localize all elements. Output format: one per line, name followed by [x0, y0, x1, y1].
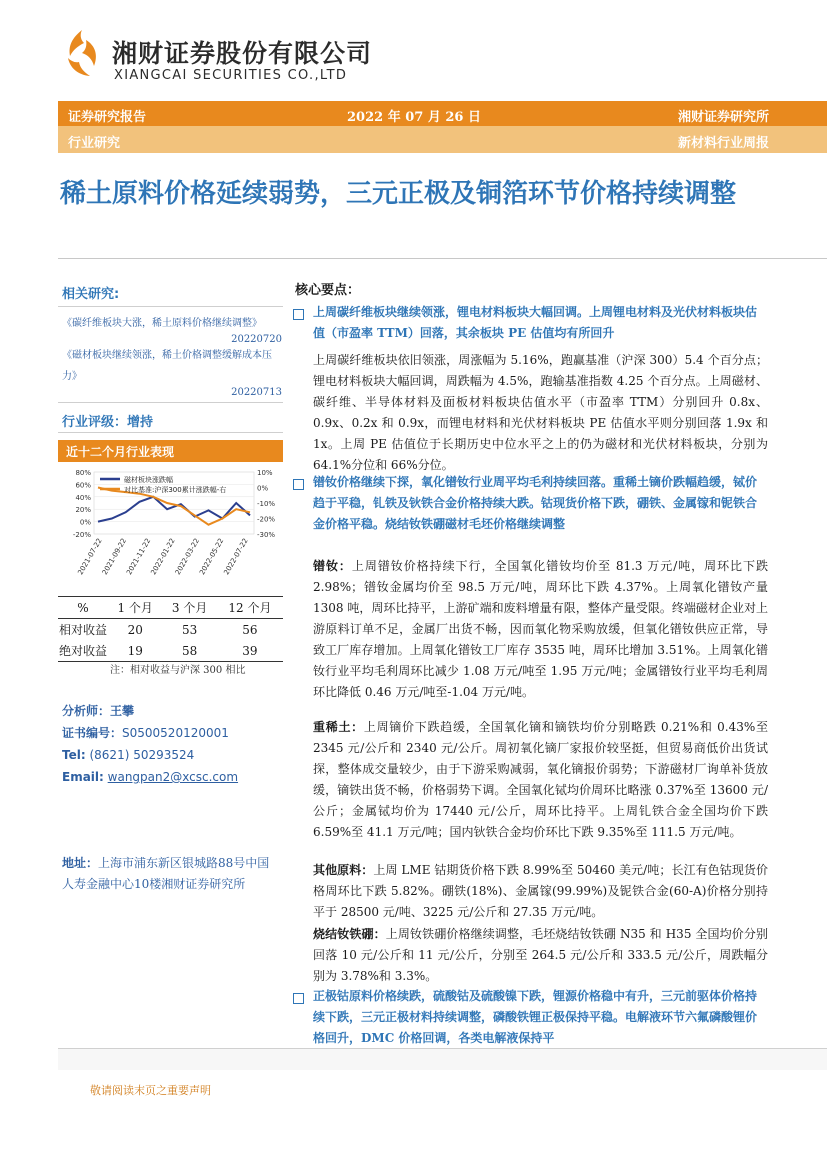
table-header-row: [58, 597, 283, 619]
footer-disclaimer[interactable]: 敬请阅读末页之重要声明: [90, 1084, 211, 1097]
paragraph-text: 上周镨钕价格持续下行，全国氧化镨钕均价至 81.3 万元/吨，周环比下跌 2.98%；镨钕金属均价至 98.5 万元/吨，周环比下跌 4.37%。上周氧化镨钕产量 1308 吨，周环比持平，上游矿端和废料增量有限，整体产量受限。终端磁材企业对上游原料订单不足，金属厂出货不畅，因而氧化物采购放缓，但氧化镨钕供应正常，导致工厂库存增加。上周氧化镨钕工厂库存 3535 吨，周环比增加 3.51%。上周氧化镨钕行业平均毛利周环比减少 1.08 万元/吨至 1.95 万元/吨；金属镨钕行业平均毛利周环比降低 0.46 万元/吨至-1.04 万元/吨。: [313, 559, 768, 699]
institute-name: 湘财证券研究所: [677, 110, 769, 125]
industry-performance-chart: [58, 464, 283, 590]
y-right-tick-label: -30%: [257, 531, 276, 539]
analyst-info: [62, 700, 238, 788]
related-divider: [58, 306, 283, 307]
table-cell: 19: [108, 640, 162, 662]
table-header-cell: 12 个月: [217, 597, 283, 619]
paragraph-prnd: [313, 556, 768, 703]
table-cell: 56: [242, 622, 258, 637]
rating-label: 行业评级：: [62, 415, 128, 430]
y-right-tick-label: 10%: [257, 469, 273, 477]
key-point-1: 上周碳纤维板块继续领涨，锂电材料板块大幅回调。上周锂电材料及光伏材料板块估值（市盈率 TTM）回落，其余板块 PE 估值均有所回升: [313, 305, 758, 340]
related-research-heading: 相关研究:: [62, 287, 120, 302]
x-tick-label: 2022-01-22: [149, 537, 177, 577]
report-date: 2022 年 07 月 26 日: [347, 110, 481, 125]
footer-band: [58, 1049, 827, 1070]
bullet-checkbox-icon: [293, 309, 304, 320]
performance-header: [58, 440, 283, 462]
address-text: 上海市浦东新区银城路88号中国人寿金融中心10楼湘财证券研究所: [62, 856, 270, 891]
report-title: 稀土原料价格延续弱势，三元正极及铜箔环节价格持续调整: [60, 179, 737, 209]
key-point-2: 镨钕价格继续下探，氧化镨钕行业周平均毛利持续回落。重稀土镝价跌幅趋缓，铽价趋于平稳，钆铁及钬铁合金价格持续大跌。钴现货价格下跌，硼铁、金属镓和铌铁合金价格平稳。烧结钕铁硼磁材毛坯价格继续调整: [313, 475, 758, 531]
y-left-tick-label: 20%: [75, 506, 91, 515]
related-item-title[interactable]: 《磁材板块继续领涨，稀土价格调整缓解成本压力》: [62, 350, 272, 382]
y-left-tick-label: 80%: [75, 469, 91, 477]
y-left-tick-label: 40%: [75, 493, 91, 502]
email-link[interactable]: wangpan2@xcsc.com: [107, 770, 239, 784]
performance-table: [58, 596, 283, 662]
table-header-cell: 3 个月: [162, 597, 216, 619]
y-left-tick-label: 0%: [79, 518, 91, 527]
company-name-en: XIANGCAI SECURITIES CO.,LTD: [114, 68, 348, 83]
table-row: [58, 640, 283, 662]
table-cell: 58: [162, 640, 216, 662]
y-right-tick-label: 0%: [257, 484, 269, 493]
related-item-date: 20220713: [231, 387, 282, 398]
rating-divider-top: [58, 402, 283, 403]
related-item-title[interactable]: 《碳纤维板块大涨，稀土原料价格继续调整》: [62, 318, 262, 329]
company-logo-icon: [60, 28, 104, 80]
report-type: 证券研究报告: [68, 110, 147, 125]
paragraph-sector: 上周碳纤维板块依旧领涨，周涨幅为 5.16%，跑赢基准（沪深 300）5.4 个百分点；锂电材料板块大幅回调，周跌幅为 4.5%，跑输基准指数 4.25 个百分点。上周磁材、碳纤维、半导体材料及面板材料板块估值水平（市盈率 TTM）分别回升 0.8x、0.9x、0.2x 和 0.9x，而锂电材料和光伏材料板块 PE 估值水平则分别回落 1.9x 和 1x。上周 PE 估值位于长期历史中位水平之上的仍为磁材和光伏材料板块，分别为 64.1%分位和 66%分位。: [313, 353, 768, 472]
paragraph-label: 镨钕：: [313, 559, 352, 573]
rating-divider-bottom: [58, 432, 283, 433]
y-left-tick-label: 60%: [75, 481, 91, 490]
paragraph-label: 其他原料：: [313, 863, 374, 877]
paragraph-text: 上周钕铁硼价格继续调整，毛坯烧结钕铁硼 N35 和 H35 全国均价分别回落 10 元/公斤和 11 元/公斤，分别至 264.5 元/公斤和 333.5 元/公斤，周跌幅分别为 3.78%和 3.3%。: [313, 927, 768, 983]
analyst-name: 王攀: [110, 704, 135, 718]
report-series: 新材料行业周报: [677, 136, 769, 151]
y-right-tick-label: -10%: [257, 500, 276, 508]
header-band-bottom: [58, 126, 827, 153]
report-category: 行业研究: [68, 136, 121, 151]
cert-number: S0500520120001: [122, 726, 229, 740]
x-tick-label: 2022-03-22: [173, 537, 202, 577]
table-cell: 20: [127, 622, 143, 637]
cert-label: 证书编号：: [62, 726, 123, 740]
paragraph-heavy-re: [313, 717, 768, 843]
table-cell: 绝对收益: [58, 640, 108, 662]
address: [62, 853, 277, 895]
paragraph-ndfeb: [313, 924, 768, 987]
rating-value: 增持: [127, 415, 154, 430]
paragraph-text: 上周镝价下跌趋缓，全国氧化镝和镝铁均价分别略跌 0.21%和 0.43%至 2345 元/公斤和 2340 元/公斤。周初氧化镝厂家报价较坚挺，但贸易商低价出货试探，整体成交量较少，由于下游采购减弱，氧化镝报价弱势；下游磁材厂询单补货放缓，镝铁出货不畅，价格弱势下调。全国氧化铽均价周环比略涨 0.37%至 13600 元/公斤；金属铽均价为 17440 元/公斤，周环比持平。上周钆铁合金全国均价下跌 6.59%至 41.1 万元/吨；国内钬铁合金均价环比下跌 9.35%至 111.5 万元/吨。: [313, 720, 768, 839]
bullet-checkbox-icon: [293, 479, 304, 490]
tel-label: Tel:: [62, 748, 86, 762]
header-band-top: [58, 101, 827, 126]
table-cell: 相对收益: [58, 623, 107, 637]
table-cell: 39: [217, 640, 283, 662]
legend-series-2: 对比基准:沪深300累计涨跌幅-右: [124, 486, 227, 494]
table-header-cell: %: [58, 597, 108, 619]
email-label: Email:: [62, 770, 104, 784]
paragraph-label: 烧结钕铁硼：: [313, 927, 386, 941]
paragraph-other: [313, 860, 768, 923]
table-note: 注：相对收益与沪深 300 相比: [110, 665, 246, 676]
company-name-cn: 湘财证券股份有限公司: [112, 39, 373, 68]
bullet-checkbox-icon: [293, 993, 304, 1004]
core-points-heading: 核心要点：: [295, 283, 361, 298]
performance-heading: 近十二个月行业表现: [66, 445, 175, 459]
title-divider: [58, 258, 827, 259]
y-right-tick-label: -20%: [257, 515, 276, 524]
table-header-cell: 1 个月: [108, 597, 162, 619]
x-tick-label: 2021-09-22: [100, 537, 129, 577]
y-left-tick-label: -20%: [72, 531, 91, 539]
key-point-3: 正极钴原料价格续跌，硫酸钴及硫酸镍下跌，锂源价格稳中有升，三元前驱体价格持续下跌，三元正极材料持续调整，磷酸铁锂正极保持平稳。电解液环节六氟磷酸锂价格回升，DMC 价格回调，各类电解液保持平: [313, 989, 758, 1045]
address-label: 地址：: [62, 856, 99, 870]
x-tick-label: 2021-11-22: [125, 537, 153, 577]
related-list: [62, 313, 282, 398]
table-cell: 53: [181, 622, 198, 637]
paragraph-label: 重稀土：: [313, 720, 364, 734]
industry-rating: [62, 411, 153, 430]
x-tick-label: 2022-07-22: [222, 537, 250, 577]
paragraph-text: 上周 LME 钴期货价格下跌 8.99%至 50460 美元/吨；长江有色钴现货价格周环比下跌 5.82%。硼铁(18%)、金属镓(99.99%)及铌铁合金(60-A)价格分别持平于 28500 元/吨、3225 元/公斤和 27.35 万元/吨。: [313, 863, 768, 919]
x-tick-label: 2022-05-22: [198, 537, 226, 577]
table-row: [58, 619, 283, 641]
x-tick-label: 2021-07-22: [76, 537, 104, 577]
related-item-date: 20220720: [231, 334, 282, 345]
analyst-label: 分析师：: [62, 704, 111, 718]
legend-series-1: 磁材板块涨跌幅: [124, 476, 173, 484]
tel-number: (8621) 50293524: [89, 748, 195, 762]
